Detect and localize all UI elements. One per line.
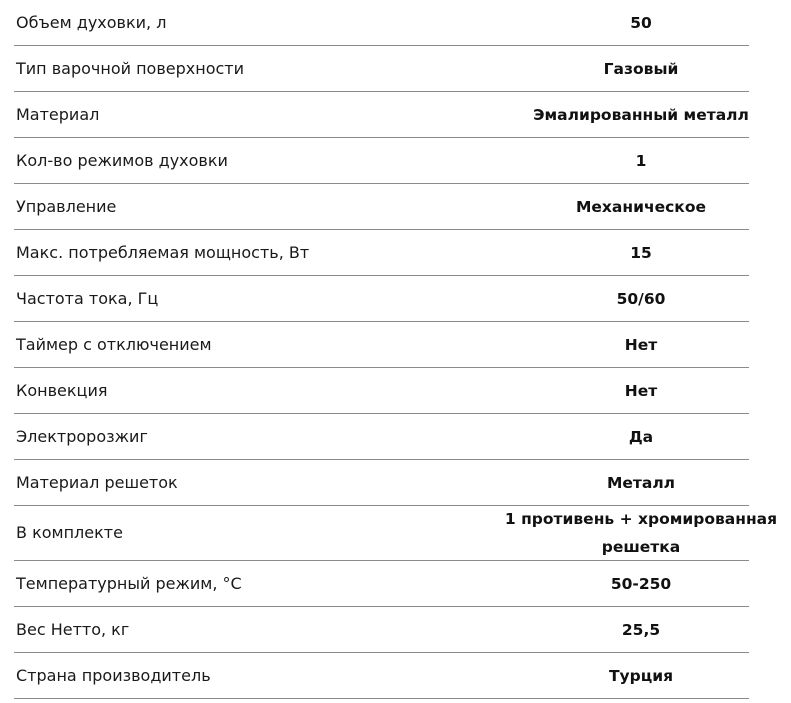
spec-row-hob-type	[14, 46, 749, 92]
spec-label: Таймер с отключением	[16, 334, 212, 354]
spec-value: Металл	[606, 473, 676, 492]
spec-value: Механическое	[576, 197, 706, 216]
spec-row-timer	[14, 322, 749, 368]
spec-label: Объем духовки, л	[16, 12, 167, 32]
spec-label: Макс. потребляемая мощность, Вт	[16, 242, 310, 262]
spec-value: Нет	[624, 381, 658, 400]
spec-row-material	[14, 92, 749, 138]
spec-label: Материал	[16, 104, 100, 124]
spec-value: 15	[630, 243, 652, 262]
spec-label: Материал решеток	[16, 472, 178, 492]
spec-value: 1 противень + хромированная решетка	[504, 510, 778, 556]
spec-value: Нет	[624, 335, 658, 354]
spec-value: Турция	[608, 666, 674, 685]
spec-row-net-weight	[14, 607, 749, 653]
spec-row-convection	[14, 368, 749, 414]
spec-label: Частота тока, Гц	[16, 288, 159, 308]
spec-row-control	[14, 184, 749, 230]
spec-label: Управление	[16, 196, 117, 216]
spec-row-country	[14, 653, 749, 699]
spec-row-ignition	[14, 414, 749, 460]
spec-value: 25,5	[621, 620, 661, 639]
spec-value: 50	[630, 13, 652, 32]
spec-label: Вес Нетто, кг	[16, 619, 130, 639]
spec-row-frequency	[14, 276, 749, 322]
spec-label: Электророзжиг	[16, 426, 148, 446]
spec-value: 1	[635, 151, 647, 170]
spec-value: Газовый	[603, 59, 679, 78]
spec-row-included	[14, 506, 778, 561]
spec-value: Эмалированный металл	[533, 105, 749, 124]
spec-label: В комплекте	[16, 523, 123, 542]
specifications-table	[14, 0, 778, 699]
spec-label: Кол-во режимов духовки	[16, 150, 228, 170]
spec-value: Да	[628, 427, 654, 446]
spec-label: Тип варочной поверхности	[16, 58, 244, 78]
spec-row-oven-modes	[14, 138, 749, 184]
spec-label: Конвекция	[16, 380, 108, 400]
spec-label: Температурный режим, °C	[16, 573, 242, 593]
spec-row-oven-volume	[14, 0, 749, 46]
spec-value: 50/60	[616, 289, 666, 308]
spec-row-max-power	[14, 230, 749, 276]
spec-row-temperature	[14, 561, 749, 607]
spec-value: 50-250	[610, 574, 672, 593]
spec-row-grate-material	[14, 460, 749, 506]
spec-label: Страна производитель	[16, 665, 211, 685]
